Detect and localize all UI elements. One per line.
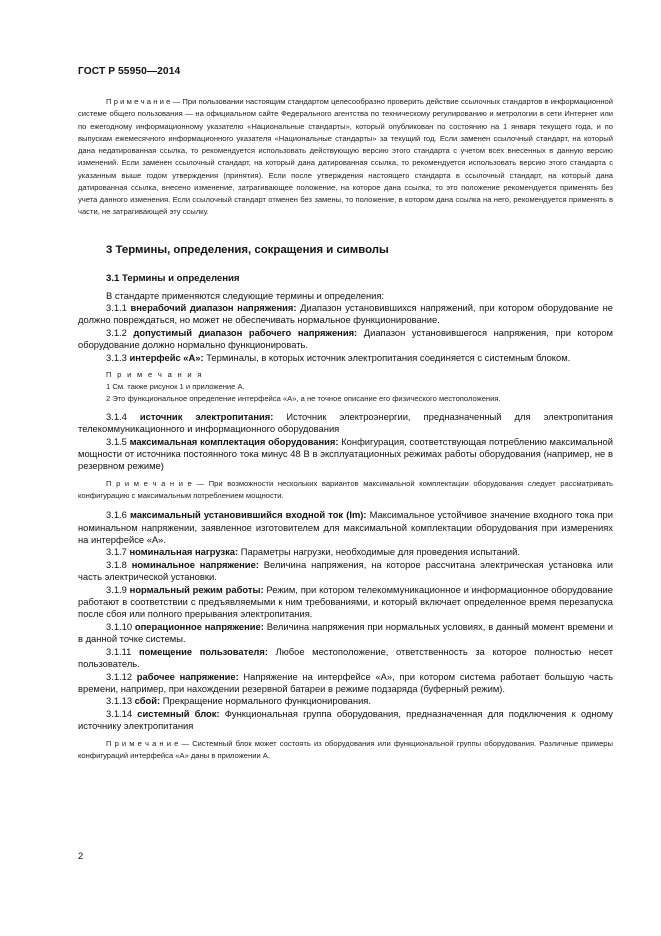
term-number: 3.1.14 <box>106 707 138 719</box>
page-content <box>78 96 613 762</box>
note-text: — При пользовании настоящим стандартом целесообразно проверить действие ссылочных стандартов в информационной системе общего пользования — на официальном сайте Федерального агентства по техническому регулированию и метрологии в сети Интернет или по ежегодному информационному указателю «Национальные стандарты», который опубликован по состоянию на 1 января текущего года, и по выпускам ежемесячного информационного указателя «Национальные стандарты» за текущий год. Если заменен ссылочный стандарт, на который дана недатированная ссылка, то рекомендуется использовать действующую версию этого стандарта с учетом всех внесенных в данную версию изменений. Если заменен ссылочный стандарт, на который дана датированная ссылка, то рекомендуется использовать версию этого стандарта с указанным выше годом утверждения (принятия). Если после утверждения настоящего стандарта в ссылочный стандарт, на который дана датированная ссылка, внесено изменение, затрагивающее положение, на которое дана ссылка, то это положение рекомендуется применять без учета данного изменения. Если ссылочный стандарт отменен без замены, то положение, в котором дана ссылка на него, рекомендуется применять в части, не затрагивающей эту ссылку. <box>78 97 613 217</box>
term-name: внерабочий диапазон напряжения: <box>130 301 297 313</box>
term-number: 3.1.1 <box>106 301 131 313</box>
term-name: максимальная комплектация оборудования: <box>129 435 339 447</box>
term-3-1-1 <box>78 302 613 327</box>
term-3-1-5 <box>78 436 613 473</box>
term-name: номинальное напряжение: <box>131 558 259 570</box>
term-name: допустимый диапазон рабочего напряжения: <box>133 326 358 338</box>
term-definition: Диапазон установившегося напряжения, при котором оборудование должно нормально функционировать. <box>78 326 613 351</box>
note-prefix: П р и м е ч а н и е <box>106 738 179 748</box>
term-name: сбой: <box>134 695 161 707</box>
term-definition: Конфигурация, соответствующая потреблению максимальной мощности от источника постоянного тока минус 48 В в эксплуатационных режимах работы оборудования (например, не в резервном режиме) <box>78 435 613 472</box>
term-definition: Любое местоположение, ответственность за которое полностью несет пользователь. <box>78 645 613 670</box>
term-number: 3.1.10 <box>106 620 135 632</box>
term-definition: Величина напряжения, на которое рассчитана электрическая установка или часть электрической установки. <box>78 558 613 583</box>
note-prefix: П р и м е ч а н и е <box>106 97 171 106</box>
note-item-2: 2 Это функциональное определение интерфейса «А», а не точное описание его физического местоположения. <box>106 394 501 404</box>
term-number: 3.1.2 <box>106 326 134 338</box>
term-3-1-10 <box>78 621 613 646</box>
term-definition: Терминалы, в которых источник электропитания соединяется с системным блоком. <box>203 351 571 363</box>
term-3-1-12 <box>78 671 613 696</box>
note-text: — При возможности нескольких вариантов максимальной комплектации оборудования следует рассматривать конфигурацию с максимальным потреблением мощности. <box>78 478 613 500</box>
term-number: 3.1.8 <box>106 558 132 570</box>
page-number: 2 <box>78 850 84 861</box>
term-name: рабочее напряжение: <box>136 670 239 682</box>
term-number: 3.1.5 <box>106 435 130 447</box>
term-name: максимальный установившийся входной ток (Im): <box>129 509 367 521</box>
document-code-header: ГОСТ Р 55950—2014 <box>78 66 181 77</box>
term-number: 3.1.12 <box>106 670 137 682</box>
term-name: номинальная нагрузка: <box>129 546 239 558</box>
note-text: — Системный блок может состоять из оборудования или функциональной группы оборудования. Различные примеры конфигураций интерфейса «А» даны в приложении А. <box>78 738 613 760</box>
term-3-1-13 <box>78 695 613 707</box>
section-lead: В стандарте применяются следующие термины и определения: <box>106 289 385 301</box>
term-name: нормальный режим работы: <box>129 583 264 595</box>
term-number: 3.1.9 <box>106 583 130 595</box>
term-definition: Диапазон установившихся напряжений, при котором оборудование не должно повреждаться, но может не обеспечивать нормальное функционирование. <box>78 301 613 326</box>
intro-note <box>78 96 613 219</box>
term-3-1-9 <box>78 584 613 621</box>
term-definition: Прекращение нормального функционирования. <box>160 695 371 707</box>
term-3-1-7 <box>78 546 613 558</box>
term-name: операционное напряжение: <box>134 620 264 632</box>
term-name: системный блок: <box>137 707 220 719</box>
term-definition: Режим, при котором телекоммуникационное и информационное оборудование работают в соответствии с предъявляемыми к ним требованиями, и который включает определенное время перезапуска после сбоя или полного прерывания электропитания. <box>78 583 613 620</box>
term-number: 3.1.4 <box>106 410 140 422</box>
term-name: интерфейс «А»: <box>129 351 204 363</box>
note-3-1-5 <box>78 478 613 503</box>
term-3-1-2 <box>78 327 613 352</box>
note-item-1: 1 См. также рисунок 1 и приложение А. <box>106 382 245 392</box>
term-definition: Параметры нагрузки, необходимые для проведения испытаний. <box>238 546 520 558</box>
term-number: 3.1.13 <box>106 695 135 707</box>
term-definition: Величина напряжения при нормальных условиях, в данный момент времени и в данной точке системы. <box>78 620 613 645</box>
term-number: 3.1.3 <box>106 351 130 363</box>
subsection-title: 3.1 Термины и определения <box>106 272 240 284</box>
term-number: 3.1.7 <box>106 546 130 558</box>
term-name: источник электропитания: <box>139 410 274 422</box>
notes-heading: П р и м е ч а н и я <box>106 369 204 379</box>
term-name: помещение пользователя: <box>138 645 268 657</box>
term-3-1-6 <box>78 509 613 546</box>
term-3-1-8 <box>78 559 613 584</box>
note-prefix: П р и м е ч а н и е <box>106 478 192 488</box>
term-3-1-11 <box>78 646 613 671</box>
term-definition: Источник электроэнергии, предназначенный для электропитания телекоммуникационного и информационного оборудования <box>78 410 613 435</box>
term-definition: Функциональная группа оборудования, предназначенная для подключения к одному источнику электропитания <box>78 707 613 732</box>
term-3-1-3 <box>78 352 613 364</box>
term-3-1-4 <box>78 411 613 436</box>
term-3-1-14 <box>78 708 613 733</box>
note-3-1-14 <box>78 738 613 763</box>
term-definition: Напряжение на интерфейсе «А», при котором система работает большую часть времени, например, при нахождении резервной батареи в режиме подзаряда (буферный режим). <box>78 670 613 694</box>
term-definition: Максимальное устойчивое значение входного тока при номинальном напряжении, заявленное изготовителем для максимальной комплектации оборудования при измерениях на интерфейсе «А». <box>78 509 613 546</box>
term-number: 3.1.11 <box>106 645 139 657</box>
term-number: 3.1.6 <box>106 509 130 521</box>
section-title: 3 Термины, определения, сокращения и символы <box>106 243 389 256</box>
